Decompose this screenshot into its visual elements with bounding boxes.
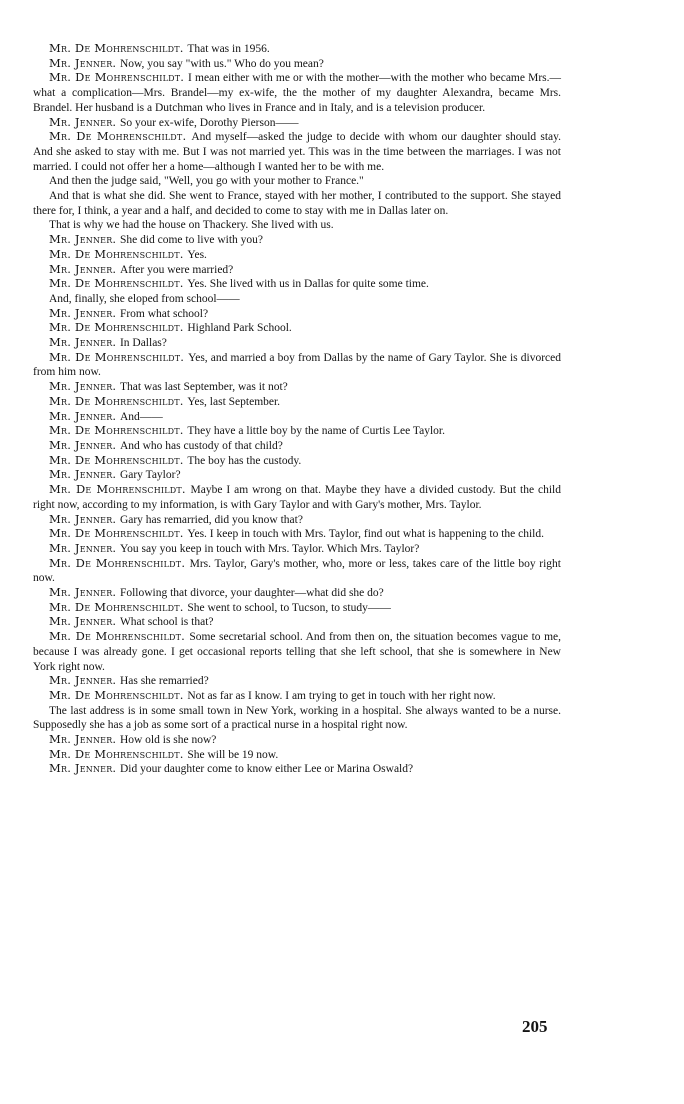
transcript-paragraph	[33, 218, 561, 233]
speaker-label: Mr. De Mohrenschildt.	[49, 423, 184, 438]
paragraph-text: And——	[119, 410, 163, 423]
paragraph-text: Mrs. Taylor, Gary's mother, who, more or less, takes care of the little boy right now.	[33, 557, 562, 585]
paragraph-text: What school is that?	[119, 616, 214, 629]
transcript-paragraph	[33, 130, 561, 174]
speaker-label: Mr. Jenner.	[49, 335, 117, 350]
speaker-label: Mr. De Mohrenschildt.	[49, 246, 184, 261]
paragraph-text: And myself—asked the judge to decide with whom our daughter should stay. And she asked to stay with me. But I was not married yet. This was in the time between the marriages. I was not married. I could not offer her a home—although I wanted her to be with me.	[33, 131, 562, 173]
paragraph-text: Has she remarried?	[119, 675, 209, 688]
paragraph-text: Yes. I keep in touch with Mrs. Taylor, find out what is happening to the child.	[187, 528, 544, 541]
speaker-label: Mr. Jenner.	[49, 761, 117, 776]
transcript-paragraph	[33, 630, 561, 674]
speaker-label: Mr. De Mohrenschildt.	[49, 452, 184, 467]
speaker-label: Mr. Jenner.	[49, 511, 117, 526]
speaker-label: Mr. Jenner.	[49, 232, 117, 247]
paragraph-text: Yes. She lived with us in Dallas for quite some time.	[187, 278, 429, 291]
paragraph-text: Did your daughter come to know either Lee or Marina Oswald?	[119, 763, 414, 776]
paragraph-text: Some secretarial school. And from then on, the situation becomes vague to me, because I was already gone. I get occasional reports telling that she left school, that she is somewhere in New York right now.	[33, 631, 562, 673]
transcript-paragraph	[33, 674, 561, 689]
speaker-label: Mr. Jenner.	[49, 379, 117, 394]
paragraph-text: That is why we had the house on Thackery. She lived with us.	[49, 219, 334, 232]
paragraph-text: From what school?	[119, 307, 209, 320]
paragraph-text: She did come to live with you?	[119, 234, 264, 247]
paragraph-text: Gary has remarried, did you know that?	[119, 513, 303, 526]
paragraph-text: After you were married?	[119, 263, 234, 276]
transcript-paragraph	[33, 336, 561, 351]
transcript-paragraph	[33, 542, 561, 557]
transcript-paragraph	[33, 321, 561, 336]
paragraph-text: Yes, and married a boy from Dallas by the name of Gary Taylor. She is divorced from him now.	[33, 351, 562, 379]
paragraph-text: Following that divorce, your daughter—what did she do?	[119, 587, 384, 600]
speaker-label: Mr. Jenner.	[49, 732, 117, 747]
speaker-label: Mr. Jenner.	[49, 540, 117, 555]
speaker-label: Mr. De Mohrenschildt.	[49, 320, 184, 335]
transcript-paragraph	[33, 42, 561, 57]
transcript-paragraph	[33, 248, 561, 263]
transcript-page	[33, 42, 561, 777]
transcript-paragraph	[33, 557, 561, 586]
speaker-label: Mr. Jenner.	[49, 55, 117, 70]
paragraph-text: Yes.	[187, 248, 207, 261]
paragraph-text: That was in 1956.	[187, 43, 270, 55]
speaker-label: Mr. Jenner.	[49, 114, 117, 129]
speaker-label: Mr. De Mohrenschildt.	[49, 687, 184, 702]
transcript-paragraph	[33, 189, 561, 218]
speaker-label: Mr. De Mohrenschildt.	[49, 276, 184, 291]
paragraph-text: And who has custody of that child?	[119, 439, 283, 452]
transcript-paragraph	[33, 410, 561, 425]
transcript-paragraph	[33, 233, 561, 248]
paragraph-text: Highland Park School.	[187, 322, 292, 335]
transcript-paragraph	[33, 601, 561, 616]
speaker-label: Mr. De Mohrenschildt.	[49, 393, 184, 408]
speaker-label: Mr. Jenner.	[49, 467, 117, 482]
transcript-paragraph	[33, 424, 561, 439]
paragraph-text: That was last September, was it not?	[119, 381, 288, 394]
speaker-label: Mr. Jenner.	[49, 261, 117, 276]
speaker-label: Mr. De Mohrenschildt.	[49, 482, 186, 497]
transcript-paragraph	[33, 116, 561, 131]
paragraph-text: She went to school, to Tucson, to study——	[187, 601, 391, 614]
transcript-paragraph	[33, 704, 561, 733]
speaker-label: Mr. De Mohrenschildt.	[49, 349, 185, 364]
transcript-paragraph	[33, 513, 561, 528]
transcript-paragraph	[33, 468, 561, 483]
speaker-label: Mr. De Mohrenschildt.	[49, 599, 184, 614]
paragraph-text: She will be 19 now.	[187, 748, 279, 761]
transcript-paragraph	[33, 351, 561, 380]
paragraph-text: Now, you say "with us." Who do you mean?	[119, 57, 324, 70]
transcript-paragraph	[33, 762, 561, 777]
speaker-label: Mr. Jenner.	[49, 305, 117, 320]
speaker-label: Mr. Jenner.	[49, 585, 117, 600]
speaker-label: Mr. De Mohrenschildt.	[49, 746, 184, 761]
transcript-paragraph	[33, 748, 561, 763]
paragraph-text: So your ex-wife, Dorothy Pierson——	[119, 116, 299, 129]
paragraph-text: Not as far as I know. I am trying to get in touch with her right now.	[187, 689, 496, 702]
transcript-paragraph	[33, 277, 561, 292]
speaker-label: Mr. De Mohrenschildt.	[49, 555, 186, 570]
paragraph-text: In Dallas?	[119, 337, 167, 350]
paragraph-text: And, finally, she eloped from school——	[49, 292, 240, 305]
speaker-label: Mr. De Mohrenschildt.	[49, 629, 185, 644]
speaker-label: Mr. De Mohrenschildt.	[49, 70, 185, 85]
transcript-paragraph	[33, 292, 561, 307]
paragraph-text: You say you keep in touch with Mrs. Taylor. Which Mrs. Taylor?	[119, 542, 420, 555]
transcript-paragraph	[33, 263, 561, 278]
transcript-paragraph	[33, 395, 561, 410]
transcript-paragraph	[33, 586, 561, 601]
speaker-label: Mr. Jenner.	[49, 408, 117, 423]
speaker-label: Mr. Jenner.	[49, 437, 117, 452]
transcript-paragraph	[33, 439, 561, 454]
speaker-label: Mr. Jenner.	[49, 614, 117, 629]
transcript-paragraph	[33, 689, 561, 704]
speaker-label: Mr. De Mohrenschildt.	[49, 526, 184, 541]
transcript-paragraph	[33, 733, 561, 748]
transcript-paragraph	[33, 615, 561, 630]
paragraph-text: And then the judge said, "Well, you go with your mother to France."	[49, 175, 364, 188]
paragraph-text: Yes, last September.	[187, 395, 281, 408]
transcript-paragraph	[33, 57, 561, 72]
transcript-paragraph	[33, 454, 561, 469]
transcript-paragraph	[33, 380, 561, 395]
paragraph-text: The boy has the custody.	[187, 454, 302, 467]
paragraph-text: The last address is in some small town in New York, working in a hospital. She always wanted to be a nurse. Supposedly she has a job as some sort of a practical nurse in a hospital right now.	[33, 704, 561, 732]
paragraph-text: Gary Taylor?	[119, 469, 181, 482]
transcript-paragraph	[33, 71, 561, 115]
transcript-paragraph	[33, 174, 561, 189]
page-number: 205	[522, 1017, 548, 1036]
paragraph-text: Maybe I am wrong on that. Maybe they have a divided custody. But the child right now, according to my information, is with Gary Taylor and with Gary's mother, Mrs. Taylor.	[33, 484, 562, 511]
transcript-paragraph	[33, 527, 561, 542]
speaker-label: Mr. De Mohrenschildt.	[49, 129, 187, 144]
paragraph-text: How old is she now?	[119, 734, 217, 747]
paragraph-text: I mean either with me or with the mother—with the mother who became Mrs.—what a complication—Mrs. Brandel—my ex-wife, the the mother of my daughter Alexandra, became Mrs. Brandel. Her husband is a Dutchman who lives in France and in Italy, and is a television producer.	[33, 72, 562, 114]
transcript-paragraph	[33, 483, 561, 512]
transcript-paragraph	[33, 307, 561, 322]
speaker-label: Mr. De Mohrenschildt.	[49, 41, 184, 55]
paragraph-text: And that is what she did. She went to France, stayed with her mother, I contributed to the support. She stayed there for, I think, a year and a half, and decided to come to stay with me in Dallas later on.	[33, 190, 561, 217]
speaker-label: Mr. Jenner.	[49, 673, 117, 688]
paragraph-text: They have a little boy by the name of Curtis Lee Taylor.	[187, 425, 445, 438]
